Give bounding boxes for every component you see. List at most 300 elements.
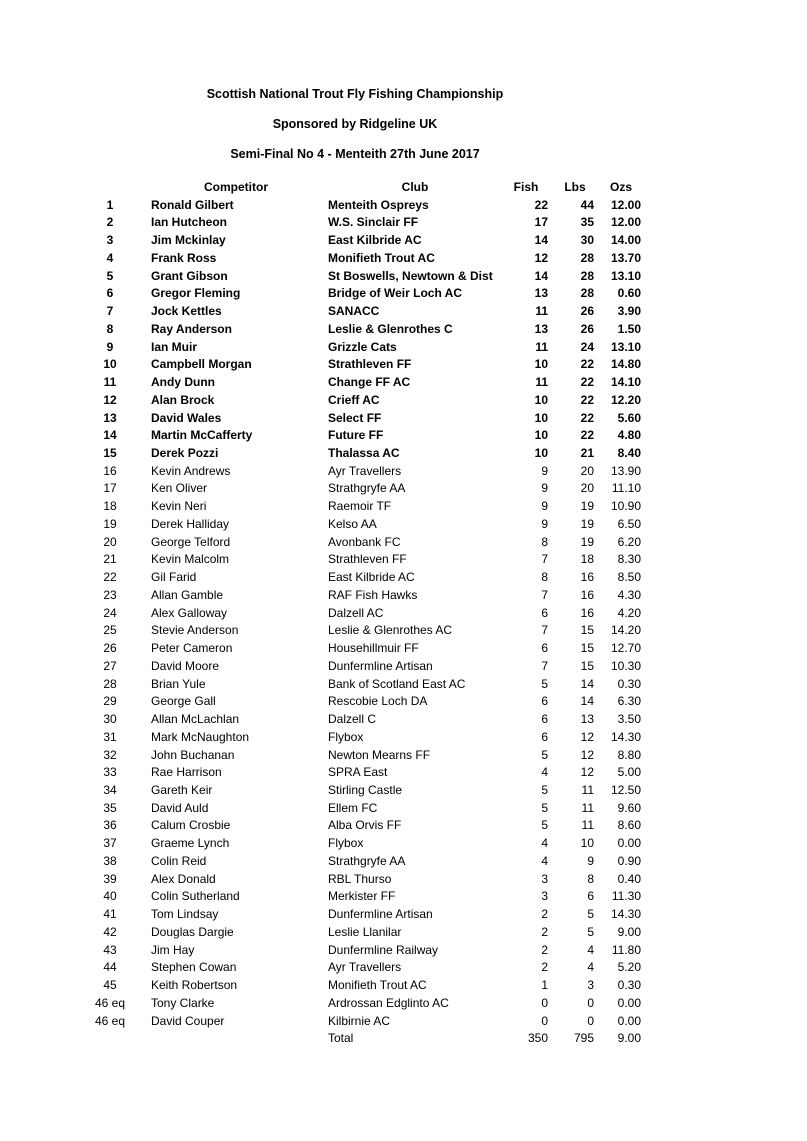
- fish-cell: 11: [535, 339, 548, 354]
- table-row: [0, 835, 807, 853]
- club-cell: Ayr Travellers: [328, 463, 402, 478]
- ozs-cell: 6.50: [617, 516, 641, 531]
- lbs-cell: 24: [580, 339, 594, 354]
- table-row: [0, 445, 807, 463]
- lbs-cell: 11: [581, 800, 594, 815]
- position-cell: 15: [103, 446, 117, 461]
- ozs-cell: 10.90: [610, 499, 641, 514]
- competitor-cell: Stevie Anderson: [151, 623, 239, 638]
- competitor-cell: Ian Hutcheon: [151, 215, 228, 230]
- ozs-cell: 0.00: [617, 1013, 641, 1028]
- fish-cell: 9: [541, 516, 548, 531]
- lbs-cell: 16: [580, 605, 594, 620]
- fish-cell: 14: [534, 268, 548, 283]
- position-cell: 37: [103, 836, 117, 851]
- competitor-cell: Derek Pozzi: [151, 446, 219, 461]
- lbs-cell: 13: [580, 712, 594, 727]
- lbs-cell: 12: [580, 729, 594, 744]
- competitor-cell: Ronald Gilbert: [151, 197, 234, 212]
- lbs-cell: 4: [587, 960, 594, 975]
- lbs-cell: 20: [580, 463, 594, 478]
- fish-cell: 10: [534, 428, 548, 443]
- position-cell: 18: [103, 499, 117, 514]
- lbs-cell: 11: [581, 782, 594, 797]
- ozs-cell: 10.30: [610, 658, 641, 673]
- lbs-cell: 30: [580, 233, 594, 248]
- position-cell: 7: [106, 304, 114, 319]
- fish-cell: 11: [535, 304, 548, 319]
- ozs-cell: 0.40: [617, 871, 641, 886]
- table-row: [0, 321, 807, 339]
- fish-cell: 13: [534, 321, 548, 336]
- club-cell: Dunfermline Artisan: [328, 907, 433, 922]
- table-row: [0, 693, 807, 711]
- fish-cell: 4: [541, 765, 548, 780]
- competitor-cell: Gregor Fleming: [151, 286, 241, 301]
- column-header-row: [0, 179, 807, 197]
- club-cell: Merkister FF: [328, 889, 396, 904]
- competitor-cell: Alan Brock: [151, 392, 215, 407]
- ozs-cell: 8.50: [617, 570, 641, 585]
- competitor-cell: Allan McLachlan: [151, 712, 240, 727]
- competitor-cell: Gil Farid: [151, 570, 197, 585]
- column-header-ozs: Ozs: [609, 180, 632, 194]
- ozs-cell: 4.80: [617, 428, 641, 443]
- position-cell: 31: [103, 729, 117, 744]
- fish-cell: 5: [541, 782, 548, 797]
- club-cell: Kelso AA: [328, 516, 377, 531]
- fish-cell: 5: [541, 676, 548, 691]
- club-cell: Leslie Llanilar: [328, 924, 402, 939]
- club-cell: Menteith Ospreys: [328, 197, 429, 212]
- ozs-cell: 13.10: [610, 268, 641, 283]
- club-cell: East Kilbride AC: [328, 233, 422, 248]
- fish-cell: 10: [534, 392, 548, 407]
- competitor-cell: Grant Gibson: [151, 268, 228, 283]
- lbs-cell: 15: [580, 623, 594, 638]
- table-row: [0, 463, 807, 481]
- table-row: [0, 871, 807, 889]
- fish-cell: 4: [541, 836, 548, 851]
- competitor-cell: Tony Clarke: [151, 995, 215, 1010]
- club-cell: Dunfermline Railway: [328, 942, 439, 957]
- fish-cell: 2: [541, 942, 548, 957]
- ozs-cell: 8.80: [617, 747, 641, 762]
- table-row: [0, 888, 807, 906]
- ozs-cell: 0.00: [617, 995, 641, 1010]
- position-cell: 34: [103, 782, 117, 797]
- competitor-cell: Colin Sutherland: [151, 889, 240, 904]
- club-cell: SPRA East: [328, 765, 388, 780]
- ozs-cell: 14.30: [610, 729, 641, 744]
- position-cell: 27: [103, 658, 117, 673]
- table-row: [0, 339, 807, 357]
- ozs-cell: 11.80: [611, 942, 641, 957]
- ozs-cell: 5.20: [617, 960, 641, 975]
- position-cell: 19: [103, 516, 117, 531]
- fish-cell: 8: [541, 534, 548, 549]
- fish-cell: 6: [541, 712, 548, 727]
- table-row: [0, 640, 807, 658]
- competitor-cell: Alex Donald: [151, 871, 216, 886]
- table-row: [0, 924, 807, 942]
- position-cell: 8: [106, 321, 114, 336]
- fish-cell: 5: [541, 818, 548, 833]
- column-header-competitor: Competitor: [204, 180, 268, 194]
- lbs-cell: 16: [580, 587, 594, 602]
- fish-cell: 13: [534, 286, 548, 301]
- lbs-cell: 22: [580, 357, 594, 372]
- competitor-cell: Keith Robertson: [151, 978, 238, 993]
- lbs-cell: 20: [580, 481, 594, 496]
- competitor-cell: Colin Reid: [151, 853, 207, 868]
- competitor-cell: George Telford: [151, 534, 231, 549]
- competitor-cell: Jim Mckinlay: [151, 233, 226, 248]
- total-ozs: 9.00: [617, 1031, 641, 1046]
- competitor-cell: David Moore: [151, 658, 220, 673]
- competitor-cell: Rae Harrison: [151, 765, 222, 780]
- club-cell: Bank of Scotland East AC: [328, 676, 466, 691]
- position-cell: 44: [103, 960, 117, 975]
- fish-cell: 9: [541, 481, 548, 496]
- table-row: [0, 285, 807, 303]
- table-row: [0, 232, 807, 250]
- lbs-cell: 9: [587, 853, 594, 868]
- table-row: [0, 374, 807, 392]
- table-row: [0, 782, 807, 800]
- position-cell: 25: [103, 623, 117, 638]
- ozs-cell: 12.70: [610, 641, 641, 656]
- lbs-cell: 28: [580, 286, 594, 301]
- table-row: [0, 711, 807, 729]
- lbs-cell: 0: [587, 1013, 594, 1028]
- ozs-cell: 12.50: [610, 782, 641, 797]
- club-cell: Rescobie Loch DA: [328, 694, 428, 709]
- table-row: [0, 480, 807, 498]
- club-cell: Leslie & Glenrothes C: [328, 321, 453, 336]
- club-cell: Grizzle Cats: [328, 339, 397, 354]
- position-cell: 23: [103, 587, 117, 602]
- lbs-cell: 28: [580, 268, 594, 283]
- fish-cell: 0: [541, 995, 548, 1010]
- competitor-cell: Jock Kettles: [151, 304, 222, 319]
- table-row: [0, 605, 807, 623]
- lbs-cell: 5: [587, 907, 594, 922]
- table-row: [0, 197, 807, 215]
- lbs-cell: 16: [580, 570, 594, 585]
- ozs-cell: 14.30: [610, 907, 641, 922]
- competitor-cell: John Buchanan: [151, 747, 235, 762]
- fish-cell: 2: [541, 960, 548, 975]
- lbs-cell: 6: [587, 889, 594, 904]
- table-row: [0, 498, 807, 516]
- ozs-cell: 8.30: [617, 552, 641, 567]
- position-cell: 32: [103, 747, 117, 762]
- ozs-cell: 13.70: [610, 250, 641, 265]
- competitor-cell: Martin McCafferty: [151, 428, 253, 443]
- ozs-cell: 13.90: [610, 463, 641, 478]
- lbs-cell: 26: [580, 321, 594, 336]
- club-cell: Thalassa AC: [328, 446, 400, 461]
- competitor-cell: David Auld: [151, 800, 209, 815]
- ozs-cell: 1.50: [617, 321, 641, 336]
- ozs-cell: 0.00: [617, 836, 641, 851]
- position-cell: 9: [106, 339, 114, 354]
- table-row: [0, 942, 807, 960]
- club-cell: Avonbank FC: [328, 534, 401, 549]
- club-cell: Kilbirnie AC: [328, 1013, 391, 1028]
- club-cell: Ardrossan Edglinto AC: [328, 995, 449, 1010]
- document-title: Scottish National Trout Fly Fishing Championship: [206, 87, 504, 101]
- table-row: [0, 729, 807, 747]
- fish-cell: 10: [534, 357, 548, 372]
- club-cell: Strathgryfe AA: [328, 853, 406, 868]
- position-cell: 22: [103, 570, 117, 585]
- competitor-cell: Alex Galloway: [151, 605, 228, 620]
- fish-cell: 10: [534, 446, 548, 461]
- competitor-cell: Ray Anderson: [151, 321, 232, 336]
- fish-cell: 14: [534, 233, 548, 248]
- position-cell: 24: [103, 605, 117, 620]
- column-header-lbs: Lbs: [564, 180, 586, 194]
- fish-cell: 8: [541, 570, 548, 585]
- column-header-club: Club: [401, 180, 429, 194]
- ozs-cell: 4.30: [617, 587, 641, 602]
- lbs-cell: 3: [587, 978, 594, 993]
- table-row: [0, 569, 807, 587]
- club-cell: Monifieth Trout AC: [328, 978, 427, 993]
- event-line: Semi-Final No 4 - Menteith 27th June 2017: [230, 147, 480, 161]
- position-cell: 14: [103, 428, 117, 443]
- fish-cell: 0: [541, 1013, 548, 1028]
- position-cell: 38: [103, 853, 117, 868]
- club-cell: RAF Fish Hawks: [328, 587, 418, 602]
- competitor-cell: Gareth Keir: [151, 782, 213, 797]
- lbs-cell: 14: [580, 694, 594, 709]
- competitor-cell: Andy Dunn: [151, 375, 215, 390]
- competitor-cell: Calum Crosbie: [151, 818, 231, 833]
- club-cell: Ayr Travellers: [328, 960, 402, 975]
- ozs-cell: 0.90: [617, 853, 641, 868]
- ozs-cell: 5.00: [617, 765, 641, 780]
- competitor-cell: Peter Cameron: [151, 641, 233, 656]
- table-row: [0, 906, 807, 924]
- position-cell: 26: [103, 641, 117, 656]
- position-cell: 17: [103, 481, 117, 496]
- club-cell: Dalzell C: [328, 712, 377, 727]
- competitor-cell: Graeme Lynch: [151, 836, 230, 851]
- fish-cell: 9: [541, 499, 548, 514]
- table-row: [0, 303, 807, 321]
- fish-cell: 22: [534, 197, 548, 212]
- ozs-cell: 0.30: [617, 978, 641, 993]
- position-cell: 16: [103, 463, 117, 478]
- competitor-cell: Stephen Cowan: [151, 960, 237, 975]
- club-cell: Househillmuir FF: [328, 641, 419, 656]
- position-cell: 30: [103, 712, 117, 727]
- fish-cell: 2: [541, 907, 548, 922]
- competitor-cell: Frank Ross: [151, 250, 217, 265]
- fish-cell: 6: [541, 694, 548, 709]
- ozs-cell: 13.10: [610, 339, 641, 354]
- position-cell: 12: [103, 392, 117, 407]
- total-row: [0, 1030, 807, 1048]
- competitor-cell: David Couper: [151, 1013, 225, 1028]
- competitor-cell: Jim Hay: [151, 942, 195, 957]
- lbs-cell: 11: [581, 818, 594, 833]
- ozs-cell: 6.30: [617, 694, 641, 709]
- ozs-cell: 8.60: [617, 818, 641, 833]
- lbs-cell: 8: [587, 871, 594, 886]
- lbs-cell: 18: [580, 552, 594, 567]
- position-cell: 5: [106, 268, 114, 283]
- table-row: [0, 622, 807, 640]
- club-cell: Future FF: [328, 428, 384, 443]
- total-fish: 350: [527, 1031, 548, 1046]
- club-cell: Strathleven FF: [328, 552, 407, 567]
- position-cell: 29: [103, 694, 117, 709]
- fish-cell: 7: [541, 623, 548, 638]
- fish-cell: 7: [541, 658, 548, 673]
- competitor-cell: Kevin Malcolm: [151, 552, 230, 567]
- position-cell: 21: [103, 552, 117, 567]
- fish-cell: 10: [534, 410, 548, 425]
- position-cell: 1: [106, 197, 114, 212]
- position-cell: 20: [103, 534, 117, 549]
- ozs-cell: 11.30: [611, 889, 641, 904]
- ozs-cell: 12.00: [610, 215, 641, 230]
- position-cell: 4: [106, 250, 114, 265]
- club-cell: Stirling Castle: [328, 782, 403, 797]
- fish-cell: 5: [541, 747, 548, 762]
- ozs-cell: 14.20: [610, 623, 641, 638]
- sponsor-line: Sponsored by Ridgeline UK: [272, 117, 438, 131]
- club-cell: Select FF: [328, 410, 382, 425]
- table-row: [0, 427, 807, 445]
- club-cell: Monifieth Trout AC: [328, 250, 435, 265]
- fish-cell: 3: [541, 871, 548, 886]
- lbs-cell: 15: [580, 641, 594, 656]
- ozs-cell: 0.30: [617, 676, 641, 691]
- competitor-cell: Ian Muir: [151, 339, 198, 354]
- ozs-cell: 12.00: [610, 197, 641, 212]
- competitor-cell: Mark McNaughton: [151, 729, 250, 744]
- table-row: [0, 214, 807, 232]
- lbs-cell: 22: [580, 375, 594, 390]
- position-cell: 36: [103, 818, 117, 833]
- lbs-cell: 22: [580, 428, 594, 443]
- table-row: [0, 658, 807, 676]
- ozs-cell: 3.50: [617, 712, 641, 727]
- fish-cell: 5: [541, 800, 548, 815]
- position-cell: 39: [103, 871, 117, 886]
- position-cell: 28: [103, 676, 117, 691]
- table-row: [0, 268, 807, 286]
- position-cell: 46 eq: [94, 995, 126, 1010]
- position-cell: 46 eq: [94, 1013, 126, 1028]
- position-cell: 40: [103, 889, 117, 904]
- competitor-cell: Kevin Andrews: [151, 463, 231, 478]
- position-cell: 6: [106, 286, 114, 301]
- club-cell: St Boswells, Newtown & Dist: [328, 268, 493, 283]
- club-cell: East Kilbride AC: [328, 570, 415, 585]
- fish-cell: 12: [534, 250, 548, 265]
- table-row: [0, 817, 807, 835]
- fish-cell: 7: [541, 587, 548, 602]
- position-cell: 41: [103, 907, 117, 922]
- table-row: [0, 551, 807, 569]
- fish-cell: 6: [541, 605, 548, 620]
- competitor-cell: Tom Lindsay: [151, 907, 219, 922]
- ozs-cell: 9.00: [617, 924, 641, 939]
- ozs-cell: 9.60: [617, 800, 641, 815]
- table-row: [0, 392, 807, 410]
- lbs-cell: 21: [580, 446, 594, 461]
- ozs-cell: 12.20: [610, 392, 641, 407]
- table-row: [0, 676, 807, 694]
- club-cell: Dunfermline Artisan: [328, 658, 433, 673]
- ozs-cell: 3.90: [617, 304, 641, 319]
- table-row: [0, 250, 807, 268]
- club-cell: Flybox: [328, 729, 364, 744]
- competitor-cell: Campbell Morgan: [151, 357, 252, 372]
- fish-cell: 6: [541, 729, 548, 744]
- table-row: [0, 747, 807, 765]
- ozs-cell: 14.00: [610, 233, 641, 248]
- club-cell: Leslie & Glenrothes AC: [328, 623, 453, 638]
- lbs-cell: 10: [580, 836, 594, 851]
- ozs-cell: 6.20: [617, 534, 641, 549]
- ozs-cell: 14.80: [610, 357, 641, 372]
- fish-cell: 9: [541, 463, 548, 478]
- lbs-cell: 19: [580, 516, 594, 531]
- fish-cell: 6: [541, 641, 548, 656]
- club-cell: Newton Mearns FF: [328, 747, 431, 762]
- club-cell: Alba Orvis FF: [328, 818, 402, 833]
- position-cell: 2: [106, 215, 114, 230]
- lbs-cell: 14: [580, 676, 594, 691]
- lbs-cell: 4: [587, 942, 594, 957]
- competitor-cell: Kevin Neri: [151, 499, 207, 514]
- club-cell: Ellem FC: [328, 800, 378, 815]
- column-header-fish: Fish: [513, 180, 539, 194]
- ozs-cell: 14.10: [610, 375, 641, 390]
- table-row: [0, 516, 807, 534]
- club-cell: Strathgryfe AA: [328, 481, 406, 496]
- lbs-cell: 28: [580, 250, 594, 265]
- lbs-cell: 26: [580, 304, 594, 319]
- table-row: [0, 995, 807, 1013]
- competitor-cell: David Wales: [151, 410, 222, 425]
- fish-cell: 17: [534, 215, 548, 230]
- club-cell: W.S. Sinclair FF: [328, 215, 419, 230]
- lbs-cell: 15: [580, 658, 594, 673]
- position-cell: 11: [103, 375, 117, 390]
- result-rows: [0, 197, 807, 1031]
- position-cell: 43: [103, 942, 117, 957]
- club-cell: RBL Thurso: [328, 871, 392, 886]
- lbs-cell: 19: [580, 499, 594, 514]
- fish-cell: 7: [541, 552, 548, 567]
- position-cell: 13: [103, 410, 117, 425]
- lbs-cell: 19: [580, 534, 594, 549]
- competitor-cell: Brian Yule: [151, 676, 206, 691]
- club-cell: Crieff AC: [328, 392, 380, 407]
- table-row: [0, 764, 807, 782]
- fish-cell: 1: [541, 978, 548, 993]
- position-cell: 45: [103, 978, 117, 993]
- ozs-cell: 11.10: [611, 481, 641, 496]
